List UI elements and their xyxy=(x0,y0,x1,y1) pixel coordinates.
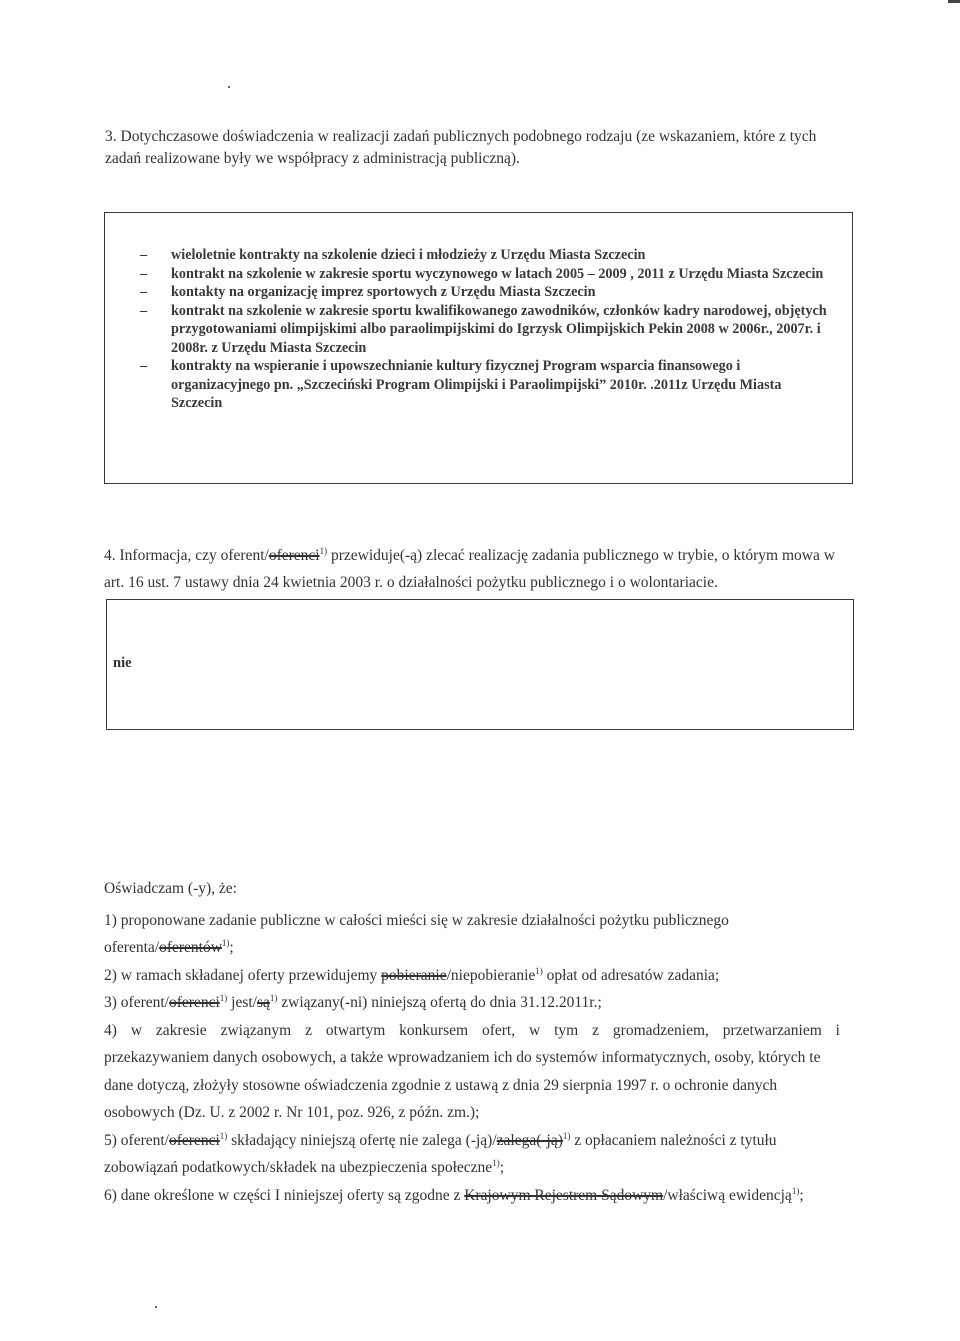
dash-bullet: – xyxy=(140,302,148,319)
declaration-heading: Oświadczam (-y), że: xyxy=(104,880,237,897)
declaration-item-2: 2) w ramach składanej oferty przewidujemy pobieranie/niepobieranie$^{1)}$ opłat od adresatów zadania; xyxy=(104,965,720,984)
list-item: – kontrakt na szkolenie w zakresie sportu kwalifikowanego zawodników, członków kadry narodowej, objętych przygotowaniami olimpijskimi albo paraolimpijskimi do Igrzysk Olimpijskich Pekin 2008 w 2006r., 2007r. i 2008r. z Urzędu Miasta Szczecin xyxy=(140,302,827,356)
dash-bullet: – xyxy=(140,265,148,282)
declaration-item-5: 5) oferent/oferenci$^{1)}$ składający niniejszą ofertę nie zalega (-ją)/zalega(-ją)$^{1)}$ z opłacaniem należności z tytułu zobowiązań podatkowych/składek na ubezpieczenia społeczne$^{1)}$; xyxy=(104,1130,777,1176)
list-item: – kontrakty na wspieranie i upowszechnianie kultury fizycznej Program wsparcia finansowego i organizacyjnego pn. „Szczeciński Program Olimpijski i Paraolimpijski” 2010r. .2011z Urzędu Miasta Szczecin xyxy=(140,358,782,411)
footnote-mark: 1) xyxy=(319,546,328,556)
list-item: – wieloletnie kontrakty na szkolenie dzieci i młodzieży z Urzędu Miasta Szczecin xyxy=(140,247,646,263)
declaration-item-1: 1) proponowane zadanie publiczne w całości mieści się w zakresie działalności pożytku publicznego oferenta/oferentów$^{1)}$; xyxy=(104,911,729,956)
section4-text: 4. Informacja, czy oferent/oferenci$^{1)}$ przewiduje(-ą) zlecać realizację zadania publicznego w trybie, o którym mowa w art. 16 ust. 7 ustawy dnia 24 kwietnia 2003 r. o działalności pożytku publicznego i o wolontariacie. xyxy=(104,546,835,591)
scan-edge-mark xyxy=(948,0,960,3)
dash-bullet: – xyxy=(140,284,148,300)
dash-bullet: – xyxy=(140,247,148,263)
declaration-item-4: 4) w zakresie związanym z otwartym konkursem ofert, w tym z gromadzeniem, przetwarzaniem i przekazywaniem danych osobowych, a także wprowadzaniem ich do systemów informatycznych, osoby, których te dane dotyczą, złożyły stosowne oświadczenia zgodnie z ustawą z dnia 29 sierpnia 1997 r. o ochronie danych osobowych (Dz. U. z 2002 r. Nr 101, poz. 926, z późn. zm.); xyxy=(104,1021,840,1121)
experience-list xyxy=(140,246,835,413)
answer-text: nie xyxy=(113,655,132,671)
scan-speck xyxy=(155,1306,157,1308)
scan-speck xyxy=(228,86,230,88)
list-item: – kontrakt na szkolenie w zakresie sportu wyczynowego w latach 2005 – 2009 , 2011 z Urzędu Miasta Szczecin xyxy=(140,265,824,282)
section3-intro: 3. Dotychczasowe doświadczenia w realizacji zadań publicznych podobnego rodzaju (ze wskazaniem, które z tych zadań realizowane były we współpracy z administracją publiczną). xyxy=(105,128,817,167)
dash-bullet: – xyxy=(140,358,148,374)
declaration xyxy=(104,875,840,1209)
list-item: – kontakty na organizację imprez sportowych z Urzędu Miasta Szczecin xyxy=(140,284,596,300)
declaration-item-3: 3) oferent/oferenci$^{1)}$ jest/$są^{1)}$ związany(-ni) niniejszą ofertą do dnia 31.12.2011r.; xyxy=(104,993,602,1011)
struck-text: oferenci xyxy=(268,547,320,564)
declaration-item-6: 6) dane określone w części I niniejszej oferty są zgodne z Krajowym Rejestrem Sądowym/właściwą ewidencją$^{1)}$; xyxy=(104,1185,804,1204)
answer-box xyxy=(106,599,854,730)
